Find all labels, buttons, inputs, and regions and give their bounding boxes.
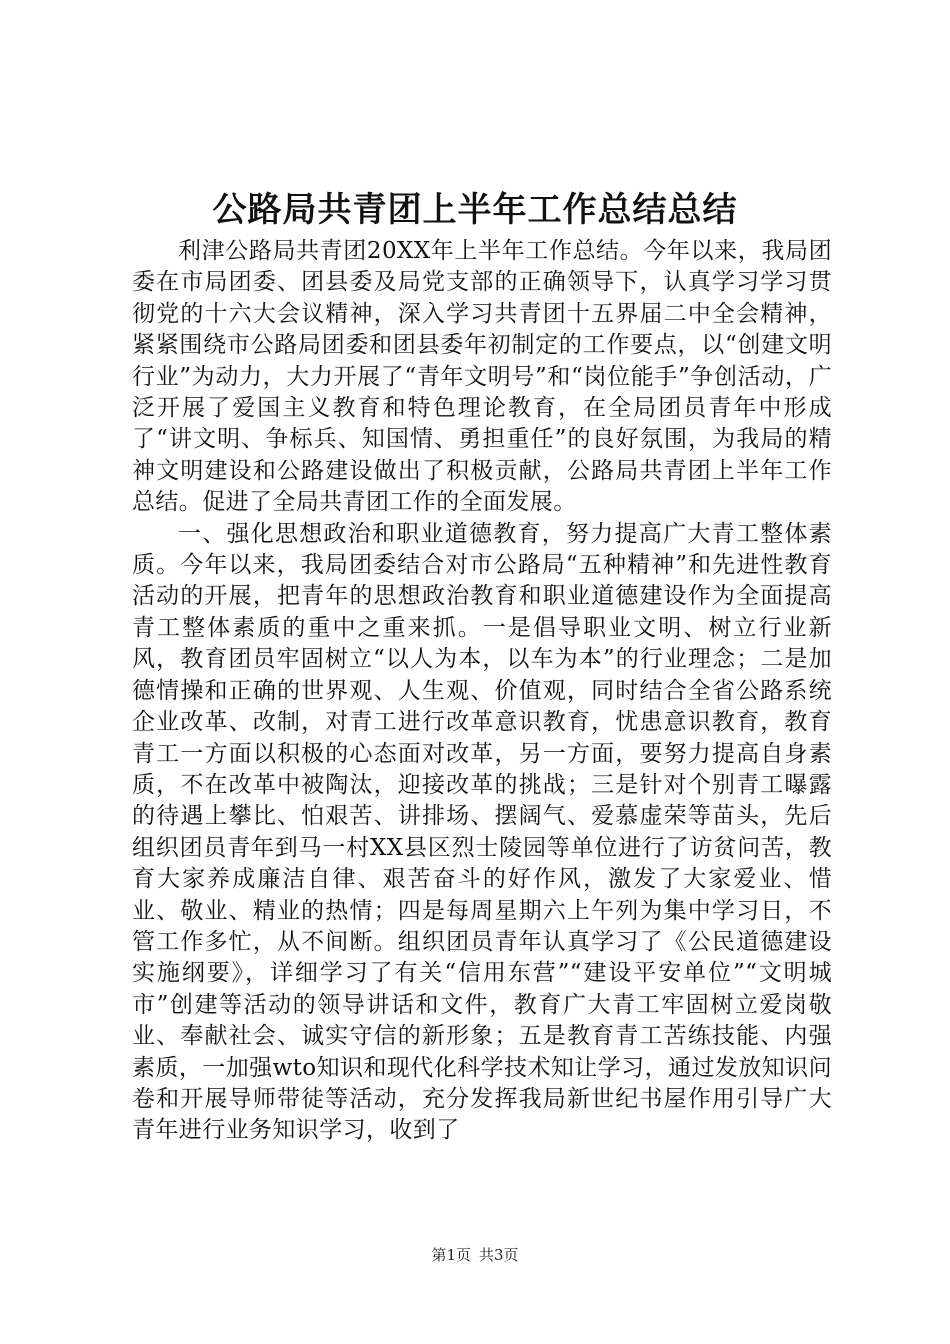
paragraph-intro: 利津公路局共青团20XX年上半年工作总结。今年以来，我局团委在市局团委、团县委及局党支部的正确领导下，认真学习学习贯彻党的十六大会议精神，深入学习共青团十五界届二中全会精神，紧紧围绕市公路局团委和团县委年初制定的工作要点，以“创建文明行业”为动力，大力开展了“青年文明号”和“岗位能手”争创活动，广泛开展了爱国主义教育和特色理论教育，在全局团员青年中形成了“讲文明、争标兵、知国情、勇担重任”的良好氛围，为我局的精神文明建设和公路建设做出了积极贡献，公路局共青团上半年工作总结。促进了全局共青团工作的全面发展。: [132, 238, 832, 516]
paragraph-section-one: 一、强化思想政治和职业道德教育，努力提高广大青工整体素质。今年以来，我局团委结合对市公路局“五种精神”和先进性教育活动的开展，把青年的思想政治教育和职业道德建设作为全面提高青工整体素质的重中之重来抓。一是倡导职业文明、树立行业新风，教育团员牢固树立“以人为本，以车为本”的行业理念；二是加德情操和正确的世界观、人生观、价值观，同时结合全省公路系统企业改革、改制，对青工进行改革意识教育，忧患意识教育，教育青工一方面以积极的心态面对改革，另一方面，要努力提高自身素质，不在改革中被陶汰，迎接改革的挑战；三是针对个别青工曝露的待遇上攀比、怕艰苦、讲排场、摆阔气、爱慕虚荣等苗头，先后组织团员青年到马一村XX县区烈士陵园等单位进行了访贫问苦，教育大家养成廉洁自律、艰苦奋斗的好作风，激发了大家爱业、惜业、敬业、精业的热情；四是每周星期六上午列为集中学习日，不管工作多忙，从不间断。组织团员青年认真学习了《公民道德建设实施纲要》，详细学习了有关“信用东营”“建设平安单位”“文明城市”创建等活动的领导讲话和文件，教育广大青工牢固树立爱岗敬业、奉献社会、诚实守信的新形象；五是教育青工苦练技能、内强素质，一加强wto知识和现代化科学技术知让学习，通过发放知识问卷和开展导师带徒等活动，充分发挥我局新世纪书屋作用引导广大青年进行业务知识学习，收到了: [132, 520, 832, 1144]
document-title: 公路局共青团上半年工作总结总结: [212, 190, 738, 230]
page-footer: [0, 1245, 950, 1265]
page-total: 共3页: [479, 1246, 519, 1264]
page-number: 第1页: [431, 1246, 471, 1264]
document-body: [132, 236, 832, 1147]
